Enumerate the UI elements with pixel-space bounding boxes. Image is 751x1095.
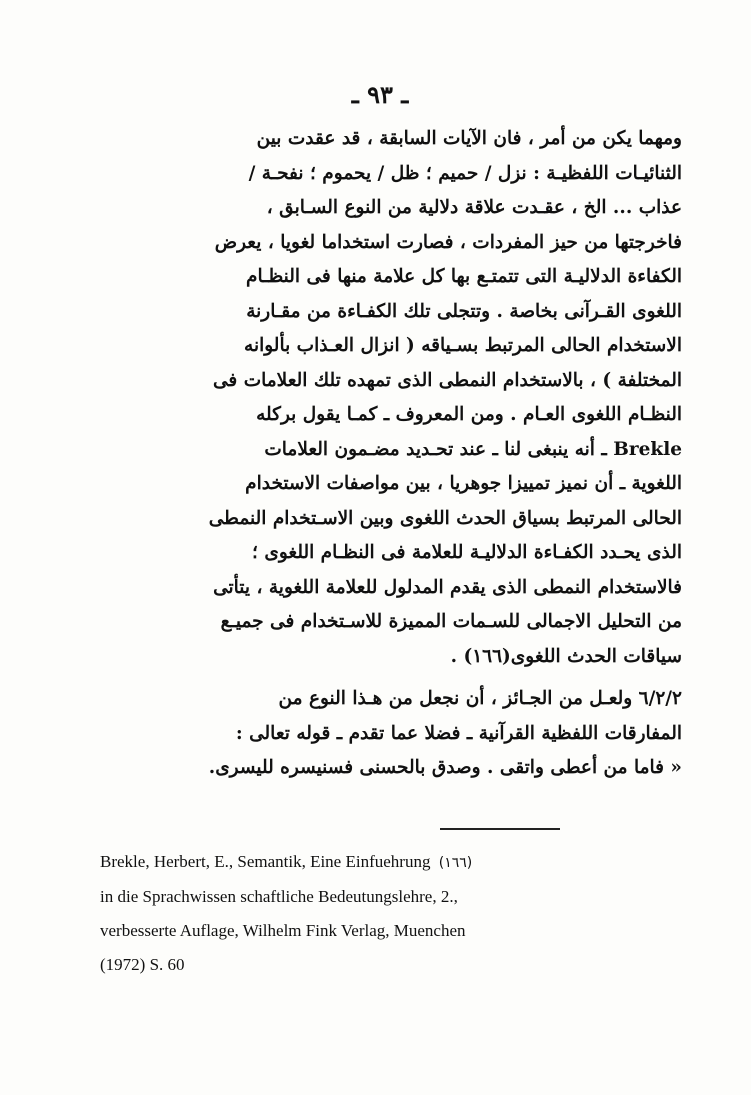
footnote bbox=[100, 845, 660, 982]
text-line: فالاستخدام النمطى الذى يقدم المدلول للعلامة اللغوية ، يتأتى bbox=[213, 576, 682, 598]
footnote-marker: (١٦٦) bbox=[438, 855, 473, 871]
second-paragraph bbox=[82, 682, 682, 786]
text-line: عذاب ... الخ ، عقـدت علاقة دلالية من النوع السـابق ، bbox=[266, 197, 682, 218]
footnote-line: verbesserte Auflage, Wilhelm Fink Verlag, Muenchen bbox=[100, 921, 466, 940]
footnote-line: (1972) S. 60 bbox=[100, 955, 185, 974]
text-line: الاستخدام الحالى المرتبط بسـياقه ( انزال العـذاب بألوانه bbox=[244, 335, 682, 356]
text-line: Brekle ـ أنه ينبغى لنا ـ عند تحـديد مضـمون العلامات bbox=[264, 438, 682, 460]
text-line: الثنائيـات اللفظيـة : نزل / حميم ؛ ظل / يحموم ؛ نفحـة / bbox=[248, 162, 682, 184]
footnote-text: Brekle, Herbert, E., Semantik, Eine Einfuehrung bbox=[100, 852, 431, 871]
main-paragraph bbox=[82, 122, 682, 674]
text-line: الذى يحـدد الكفـاءة الدلاليـة للعلامة فى النظـام اللغوى ؛ bbox=[252, 542, 682, 563]
text-line: المفارقات اللفظية القرآنية ـ فضلا عما تقدم ـ قوله تعالى : bbox=[235, 722, 682, 744]
text-line: « فاما من أعطى واتقى . وصدق بالحسنى فسنيسره لليسرى. bbox=[208, 757, 682, 778]
text-line: المختلفة ) ، بالاستخدام النمطى الذى تمهده تلك العلامات فى bbox=[213, 369, 682, 391]
text-line: ومهما يكن من أمر ، فان الآيات السابقة ، قد عقدت بين bbox=[256, 128, 682, 149]
text-line: ٦/٢/٢ ولعـل من الجـائز ، أن نجعل من هـذا النوع من bbox=[278, 688, 682, 709]
text-line: فاخرجتها من حيز المفردات ، فصارت استخداما لغويا ، يعرض bbox=[214, 231, 682, 253]
text-line: سياقات الحدث اللغوى(١٦٦) . bbox=[450, 645, 682, 667]
text-line: من التحليل الاجمالى للسـمات المميزة للاسـتخدام فى جميـع bbox=[220, 611, 682, 632]
text-line: الكفاءة الدلاليـة التى تتمتـع بها كل علامة منها فى النظـام bbox=[246, 266, 682, 287]
footnote-divider bbox=[440, 828, 560, 830]
text-line: النظـام اللغوى العـام . ومن المعروف ـ كمـا يقول بركله bbox=[256, 404, 682, 425]
text-line: اللغوية ـ أن نميز تمييزا جوهريا ، بين مواصفات الاستخدام bbox=[245, 473, 682, 494]
footnote-line: in die Sprachwissen schaftliche Bedeutungslehre, 2., bbox=[100, 887, 458, 906]
footnote-line bbox=[100, 845, 660, 880]
text-line: اللغوى القـرآنى بخاصة . وتتجلى تلك الكفـاءة من مقـارنة bbox=[246, 300, 682, 322]
text-line: الحالى المرتبط بسياق الحدث اللغوى وبين الاسـتخدام النمطى bbox=[208, 507, 682, 529]
page-number: ـ ٩٣ ـ bbox=[351, 80, 409, 109]
